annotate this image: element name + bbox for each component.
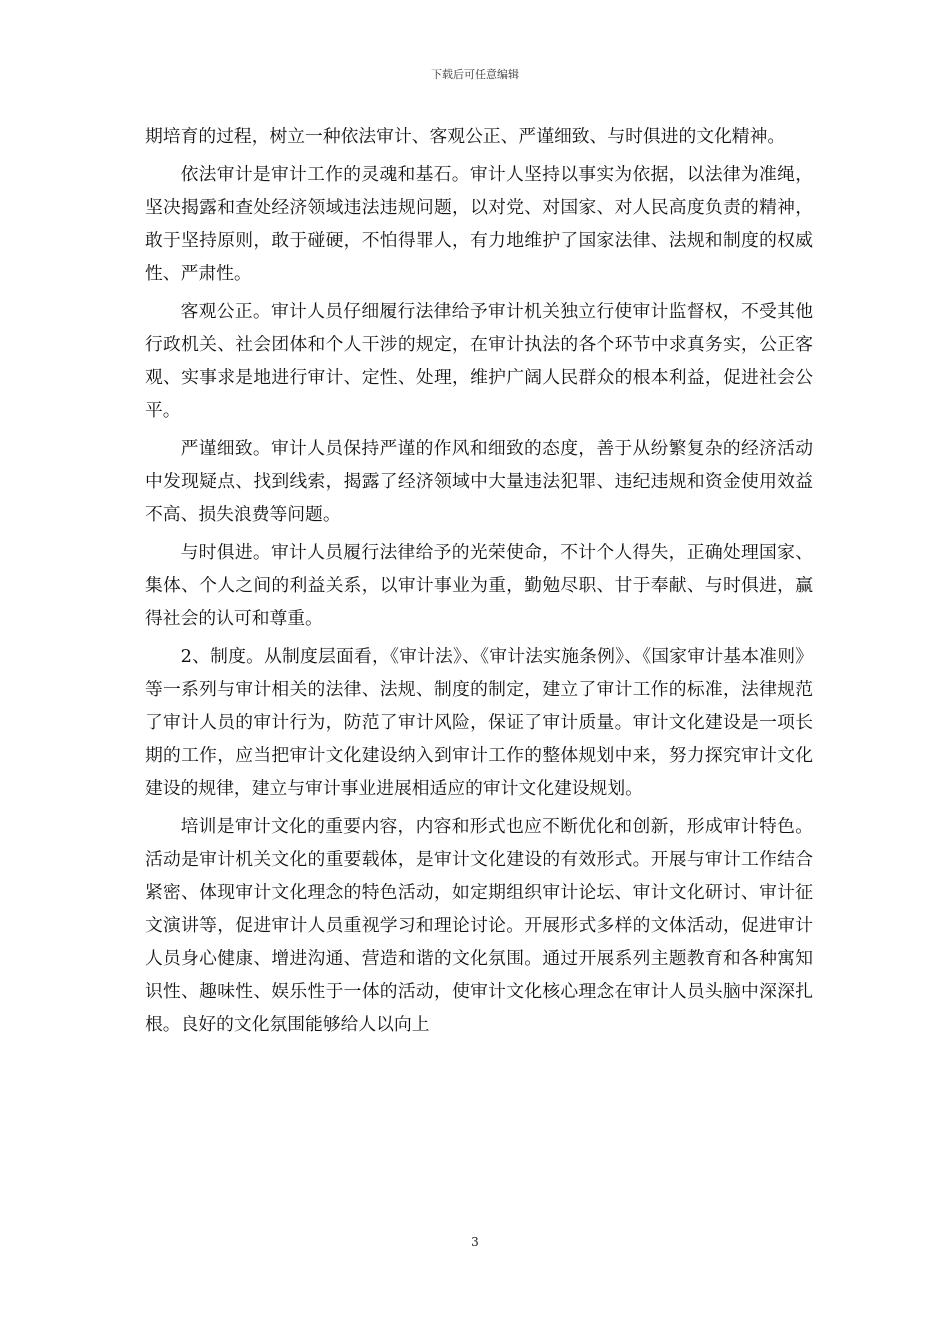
paragraph-lawful-audit: 依法审计是审计工作的灵魂和基石。审计人坚持以事实为依据，以法律为准绳，坚决揭露和查处经济领域违法违规问题，以对党、对国家、对人民高度负责的精神，敢于坚持原则，敢于碰硬，不怕得罪人，有力地维护了国家法律、法规和制度的权威性、严肃性。: [145, 164, 813, 284]
page-number: 3: [471, 1235, 479, 1249]
document-body: [145, 120, 813, 1046]
paragraph-rigorous: 严谨细致。审计人员保持严谨的作风和细致的态度，善于从纷繁复杂的经济活动中发现疑点、找到线索，揭露了经济领域中大量违法犯罪、违纪违规和资金使用效益不高、损失浪费等问题。: [145, 438, 813, 525]
paragraph-continuation: 期培育的过程，树立一种依法审计、客观公正、严谨细致、与时俱进的文化精神。: [145, 126, 786, 147]
paragraph-objective-fair: 客观公正。审计人员仔细履行法律给予审计机关独立行使审计监督权，不受其他行政机关、社会团体和个人干涉的规定，在审计执法的各个环节中求真务实，公正客观、实事求是地进行审计、定性、处理，维护广阔人民群众的根本利益，促进社会公平。: [145, 301, 813, 421]
paragraph-training: 培训是审计文化的重要内容，内容和形式也应不断优化和创新，形成审计特色。活动是审计机关文化的重要载体，是审计文化建设的有效形式。开展与审计工作结合紧密、体现审计文化理念的特色活动，如定期组织审计论坛、审计文化研讨、审计征文演讲等，促进审计人员重视学习和理论讨论。开展形式多样的文体活动，促进审计人员身心健康、增进沟通、营造和谐的文化氛围。通过开展系列主题教育和各种寓知识性、趣味性、娱乐性于一体的活动，使审计文化核心理念在审计人员头脑中深深扎根。良好的文化氛围能够给人以向上: [145, 816, 813, 1035]
page-header: 下载后可任意编辑: [431, 68, 519, 81]
paragraph-system: 2、制度。从制度层面看，《审计法》、《审计法实施条例》、《国家审计基本准则》等一系列与审计相关的法律、法规、制度的制定，建立了审计工作的标准，法律规范了审计人员的审计行为，防范了审计风险，保证了审计质量。审计文化建设是一项长期的工作，应当把审计文化建设纳入到审计工作的整体规划中来，努力探究审计文化建设的规律，建立与审计事业进展相适应的审计文化建设规划。: [145, 646, 813, 799]
paragraph-keep-pace: 与时俱进。审计人员履行法律给予的光荣使命，不计个人得失，正确处理国家、集体、个人之间的利益关系，以审计事业为重，勤勉尽职、甘于奉献、与时俱进，赢得社会的认可和尊重。: [145, 542, 813, 629]
